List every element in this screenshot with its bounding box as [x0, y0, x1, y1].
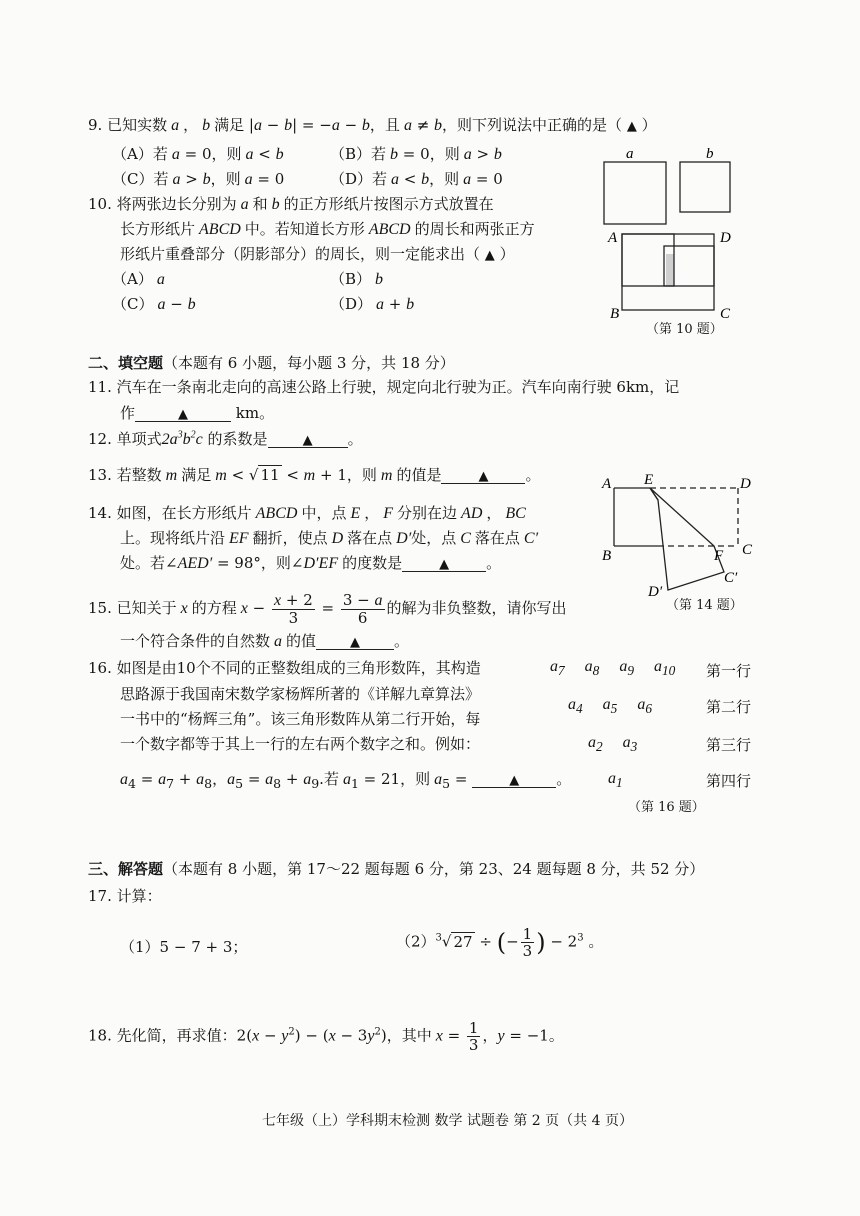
q9-option-c: （C）若 a > b，则 a = 0 [112, 170, 285, 188]
q14-line3: 处。若∠AED′ = 98°，则∠D′EF 的度数是 ▲ 。 [120, 554, 502, 572]
svg-text:A: A [608, 230, 618, 246]
section3-heading: 三、解答题（本题有 8 小题，第 17～22 题每题 6 分，第 23、24 题每题 8 分，共 52 分） [88, 860, 705, 878]
q13-answer-blank[interactable]: ▲ [441, 467, 525, 484]
q16-line5: $a_4 = a_7 + a_8$，$a_5 = a_8 + a_9$.若 $a_1 = 21$，则 $a_5$ = ▲ 。 [120, 770, 572, 791]
row-label-2: 第二行 [706, 698, 752, 716]
q11-answer-blank[interactable]: ▲ [135, 405, 231, 422]
q15-answer-blank[interactable]: ▲ [316, 633, 394, 650]
row-label-4: 第四行 [706, 772, 752, 790]
svg-text:D: D [740, 476, 751, 492]
q17-part1: （1）5 − 7 + 3； [120, 938, 248, 956]
q17-stem: 17. 计算： [88, 887, 162, 905]
q9-option-a: （A）若 a = 0，则 a < b [112, 145, 284, 163]
q10-caption: （第 10 题） [646, 322, 723, 337]
svg-text:b: b [706, 146, 714, 162]
q10-line3: 形纸片重叠部分（阴影部分）的周长，则一定能求出（ ▲ ） [120, 245, 515, 263]
answer-mark: ▲ [484, 248, 495, 263]
q9-option-d: （D）若 a < b，则 a = 0 [330, 170, 503, 188]
q13: 13. 若整数 m 满足 m < √ 11 < m + 1，则 m 的值是 ▲ 。 [88, 466, 541, 484]
q10-line2: 长方形纸片 ABCD 中。若知道长方形 ABCD 的周长和两张正方 [120, 220, 535, 238]
answer-mark: ▲ [626, 119, 637, 134]
q10-figure [596, 142, 746, 338]
q16-line2: 思路源于我国南宋数学家杨辉所著的《详解九章算法》 [120, 685, 481, 703]
q12-answer-blank[interactable]: ▲ [268, 431, 348, 448]
q10-option-c: （C） a − b [112, 295, 196, 313]
q11-line1: 11. 汽车在一条南北走向的高速公路上行驶，规定向北行驶为正。汽车向南行驶 6km，记 [88, 378, 680, 396]
triangle-row-1: $a_7$ $a_8$ $a_9$ $a_{10}$ [550, 658, 676, 679]
q17-part2: $(2)^3√$ 27 ÷ (− $\frac{1}{3}$ ) − $2^3$ 。 [396, 925, 604, 960]
q10-option-a: （A） a [112, 270, 165, 288]
q16-line3: 一书中的“杨辉三角”。该三角形数阵从第二行开始，每 [120, 710, 481, 728]
q16-line4: 一个数字都等于其上一行的左右两个数字之和。例如： [120, 735, 481, 753]
q15-line2: 一个符合条件的自然数 a 的值 ▲ 。 [120, 632, 410, 650]
q10-option-b: （B） b [330, 270, 384, 288]
row-label-3: 第三行 [706, 736, 752, 754]
q16-answer-blank[interactable]: ▲ [472, 771, 556, 788]
q9-stem: 9. 已知实数 a ， b 满足 |a − b| = −a − b，且 a ≠ b，则下列说法中正确的是（ ▲ ） [88, 116, 657, 134]
q9-option-b: （B）若 b = 0，则 a > b [330, 145, 502, 163]
svg-text:D′: D′ [648, 584, 663, 600]
svg-text:D: D [720, 230, 731, 246]
q16-caption: （第 16 题） [628, 800, 705, 815]
svg-text:a: a [626, 146, 634, 162]
svg-text:B: B [610, 306, 620, 322]
page-footer: 七年级（上）学科期末检测 数学 试题卷 第 2 页（共 4 页） [262, 1113, 633, 1129]
q14-line1: 14. 如图，在长方形纸片 ABCD 中，点 E ， F 分别在边 AD ， BC [88, 504, 526, 522]
svg-text:C: C [720, 306, 731, 322]
q14-answer-blank[interactable]: ▲ [402, 555, 486, 572]
q14-figure [598, 470, 758, 610]
q18: 18. 先化简，再求值：$2(x - y^2) - (x - 3y^2)$，其中 x = $\frac{1}{3}$ ，y = −1。 [88, 1019, 564, 1054]
section2-heading: 二、填空题（本题有 6 小题，每小题 3 分，共 18 分） [88, 354, 455, 372]
q12: 12. 单项式$2a^3b^2c$ 的系数是 ▲ 。 [88, 429, 363, 448]
triangle-row-3: $a_2$ $a_3$ [588, 734, 638, 755]
svg-text:A: A [602, 476, 612, 492]
q15-line1: 15. 已知关于 x 的方程 x − $\frac{x + 2}{3}$ = $\frac{3 - a}{6}$ 的解为非负整数，请你写出 [88, 591, 567, 627]
row-label-1: 第一行 [706, 662, 752, 680]
q14-line2: 上。现将纸片沿 EF 翻折，使点 D 落在点 D′处，点 C 落在点 C′ [120, 529, 539, 547]
q11-line2: 作 ▲ km。 [120, 404, 275, 422]
triangle-row-4: $a_1$ [608, 770, 623, 791]
svg-text:C: C [742, 542, 753, 558]
svg-text:E: E [644, 472, 654, 488]
svg-text:B: B [602, 548, 612, 564]
q10-line1: 10. 将两张边长分别为 a 和 b 的正方形纸片按图示方式放置在 [88, 195, 494, 213]
q10-option-d: （D） a + b [330, 295, 415, 313]
triangle-row-2: $a_4$ $a_5$ $a_6$ [568, 696, 653, 717]
svg-text:F: F [714, 548, 724, 564]
q14-caption: （第 14 题） [666, 598, 743, 613]
q16-line1: 16. 如图是由10个不同的正整数组成的三角形数阵，其构造 [88, 659, 481, 677]
svg-text:C′: C′ [724, 570, 738, 586]
